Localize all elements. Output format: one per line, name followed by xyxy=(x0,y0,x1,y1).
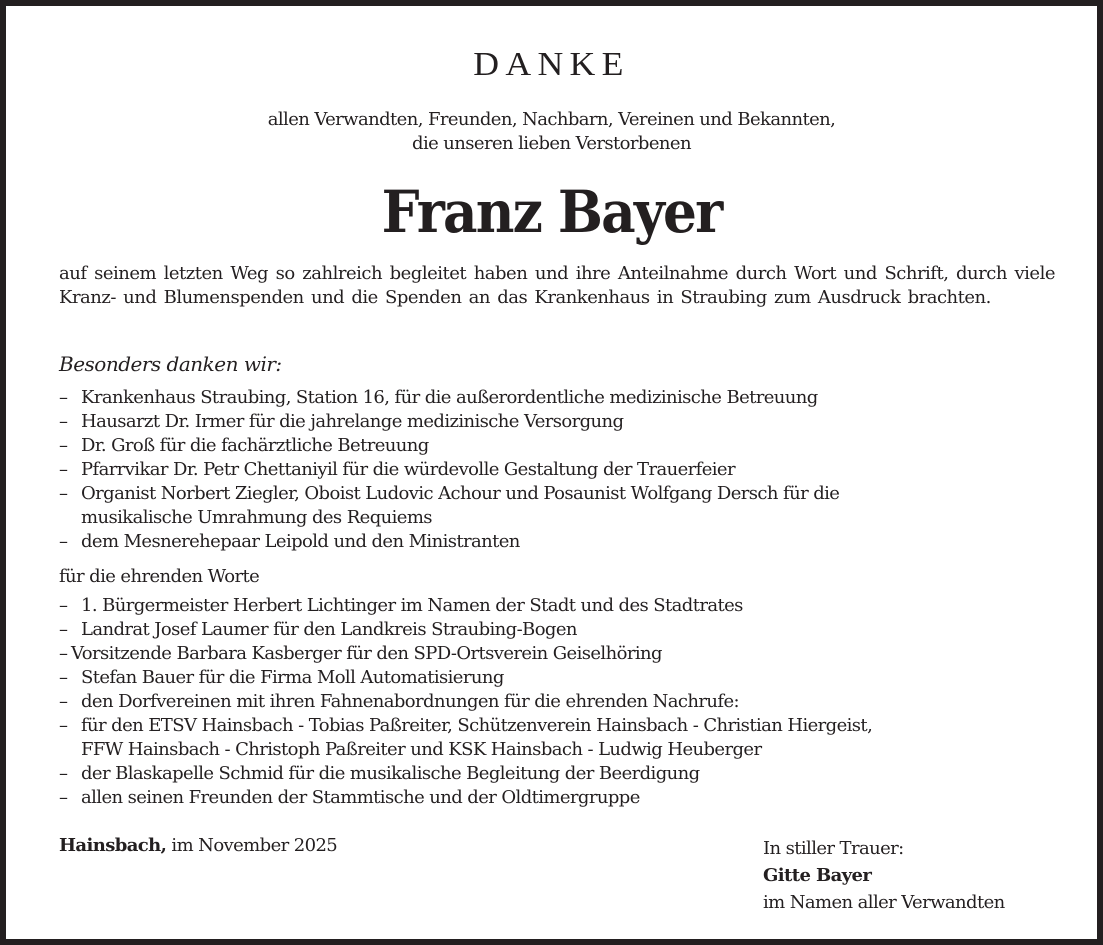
dash-bullet: – xyxy=(59,643,68,664)
list-item: – Krankenhaus Straubing, Station 16, für die außerordentliche medizinische Betreuung xyxy=(59,387,818,408)
list-item: – für den ETSV Hainsbach - Tobias Paßreiter, Schützenverein Hainsbach - Christian Hiergeist, xyxy=(59,715,873,736)
date: im November 2025 xyxy=(166,835,338,856)
mourning-label: In stiller Trauer: xyxy=(763,838,904,859)
dash-bullet: – xyxy=(59,531,68,552)
deceased-name: Franz Bayer xyxy=(381,178,722,246)
list-item: – Hausarzt Dr. Irmer für die jahrelange medizinische Versorgung xyxy=(59,411,624,432)
list-item: – Organist Norbert Ziegler, Oboist Ludovic Achour und Posaunist Wolfgang Dersch für die xyxy=(59,483,840,504)
dash-bullet: – xyxy=(59,787,68,808)
list-item: – 1. Bürgermeister Herbert Lichtinger im Namen der Stadt und des Stadtrates xyxy=(59,595,743,616)
intro-line-2: die unseren lieben Verstorbenen xyxy=(412,133,691,154)
list-item: – allen seinen Freunden der Stammtische und der Oldtimergruppe xyxy=(59,787,640,808)
signatory-note: im Namen aller Verwandten xyxy=(763,892,1005,913)
honoring-words-list xyxy=(59,594,1059,810)
list-item: – der Blaskapelle Schmid für die musikalische Begleitung der Beerdigung xyxy=(59,763,700,784)
list-item-continuation: FFW Hainsbach - Christoph Paßreiter und KSK Hainsbach - Ludwig Heuberger xyxy=(81,739,762,760)
list-item: – Landrat Josef Laumer für den Landkreis Straubing-Bogen xyxy=(59,619,577,640)
intro-line-1: allen Verwandten, Freunden, Nachbarn, Vereinen und Bekannten, xyxy=(267,109,836,130)
dash-bullet: – xyxy=(59,691,68,712)
dash-bullet: – xyxy=(59,763,68,784)
section-heading-honoring-words: für die ehrenden Worte xyxy=(59,566,260,587)
dash-bullet: – xyxy=(59,459,68,480)
dash-bullet: – xyxy=(59,595,68,616)
dash-bullet: – xyxy=(59,411,68,432)
signatory-name: Gitte Bayer xyxy=(763,865,872,886)
dash-bullet: – xyxy=(59,715,68,736)
dash-bullet: – xyxy=(59,619,68,640)
list-item: – Stefan Bauer für die Firma Moll Automatisierung xyxy=(59,667,504,688)
dash-bullet: – xyxy=(59,435,68,456)
list-item-continuation: musikalische Umrahmung des Requiems xyxy=(81,507,432,528)
dash-bullet: – xyxy=(59,387,68,408)
place-and-date xyxy=(59,835,337,856)
dash-bullet: – xyxy=(59,667,68,688)
body-paragraph: auf seinem letzten Weg so zahlreich begleitet haben und ihre Anteilnahme durch Wort und Schrift, durch viele Kranz- und Blumenspenden und die Spenden an das Krankenhaus in Straubing zum Ausdruck brachten. xyxy=(59,263,1055,308)
list-item: – Vorsitzende Barbara Kasberger für den SPD-Ortsverein Geiselhöring xyxy=(59,643,662,664)
special-thanks-list xyxy=(59,386,1059,554)
place: Hainsbach, xyxy=(59,835,167,856)
list-item: – dem Mesnerehepaar Leipold und den Ministranten xyxy=(59,531,520,552)
list-item: – den Dorfvereinen mit ihren Fahnenabordnungen für die ehrenden Nachrufe: xyxy=(59,691,739,712)
dash-bullet: – xyxy=(59,483,68,504)
section-heading-special-thanks: Besonders danken wir: xyxy=(59,352,282,376)
list-item: – Dr. Groß für die fachärztliche Betreuung xyxy=(59,435,429,456)
heading-danke: DANKE xyxy=(473,46,630,83)
list-item: – Pfarrvikar Dr. Petr Chettaniyil für die würdevolle Gestaltung der Trauerfeier xyxy=(59,459,735,480)
signature-block xyxy=(763,835,1005,916)
intro-text xyxy=(6,108,1097,156)
